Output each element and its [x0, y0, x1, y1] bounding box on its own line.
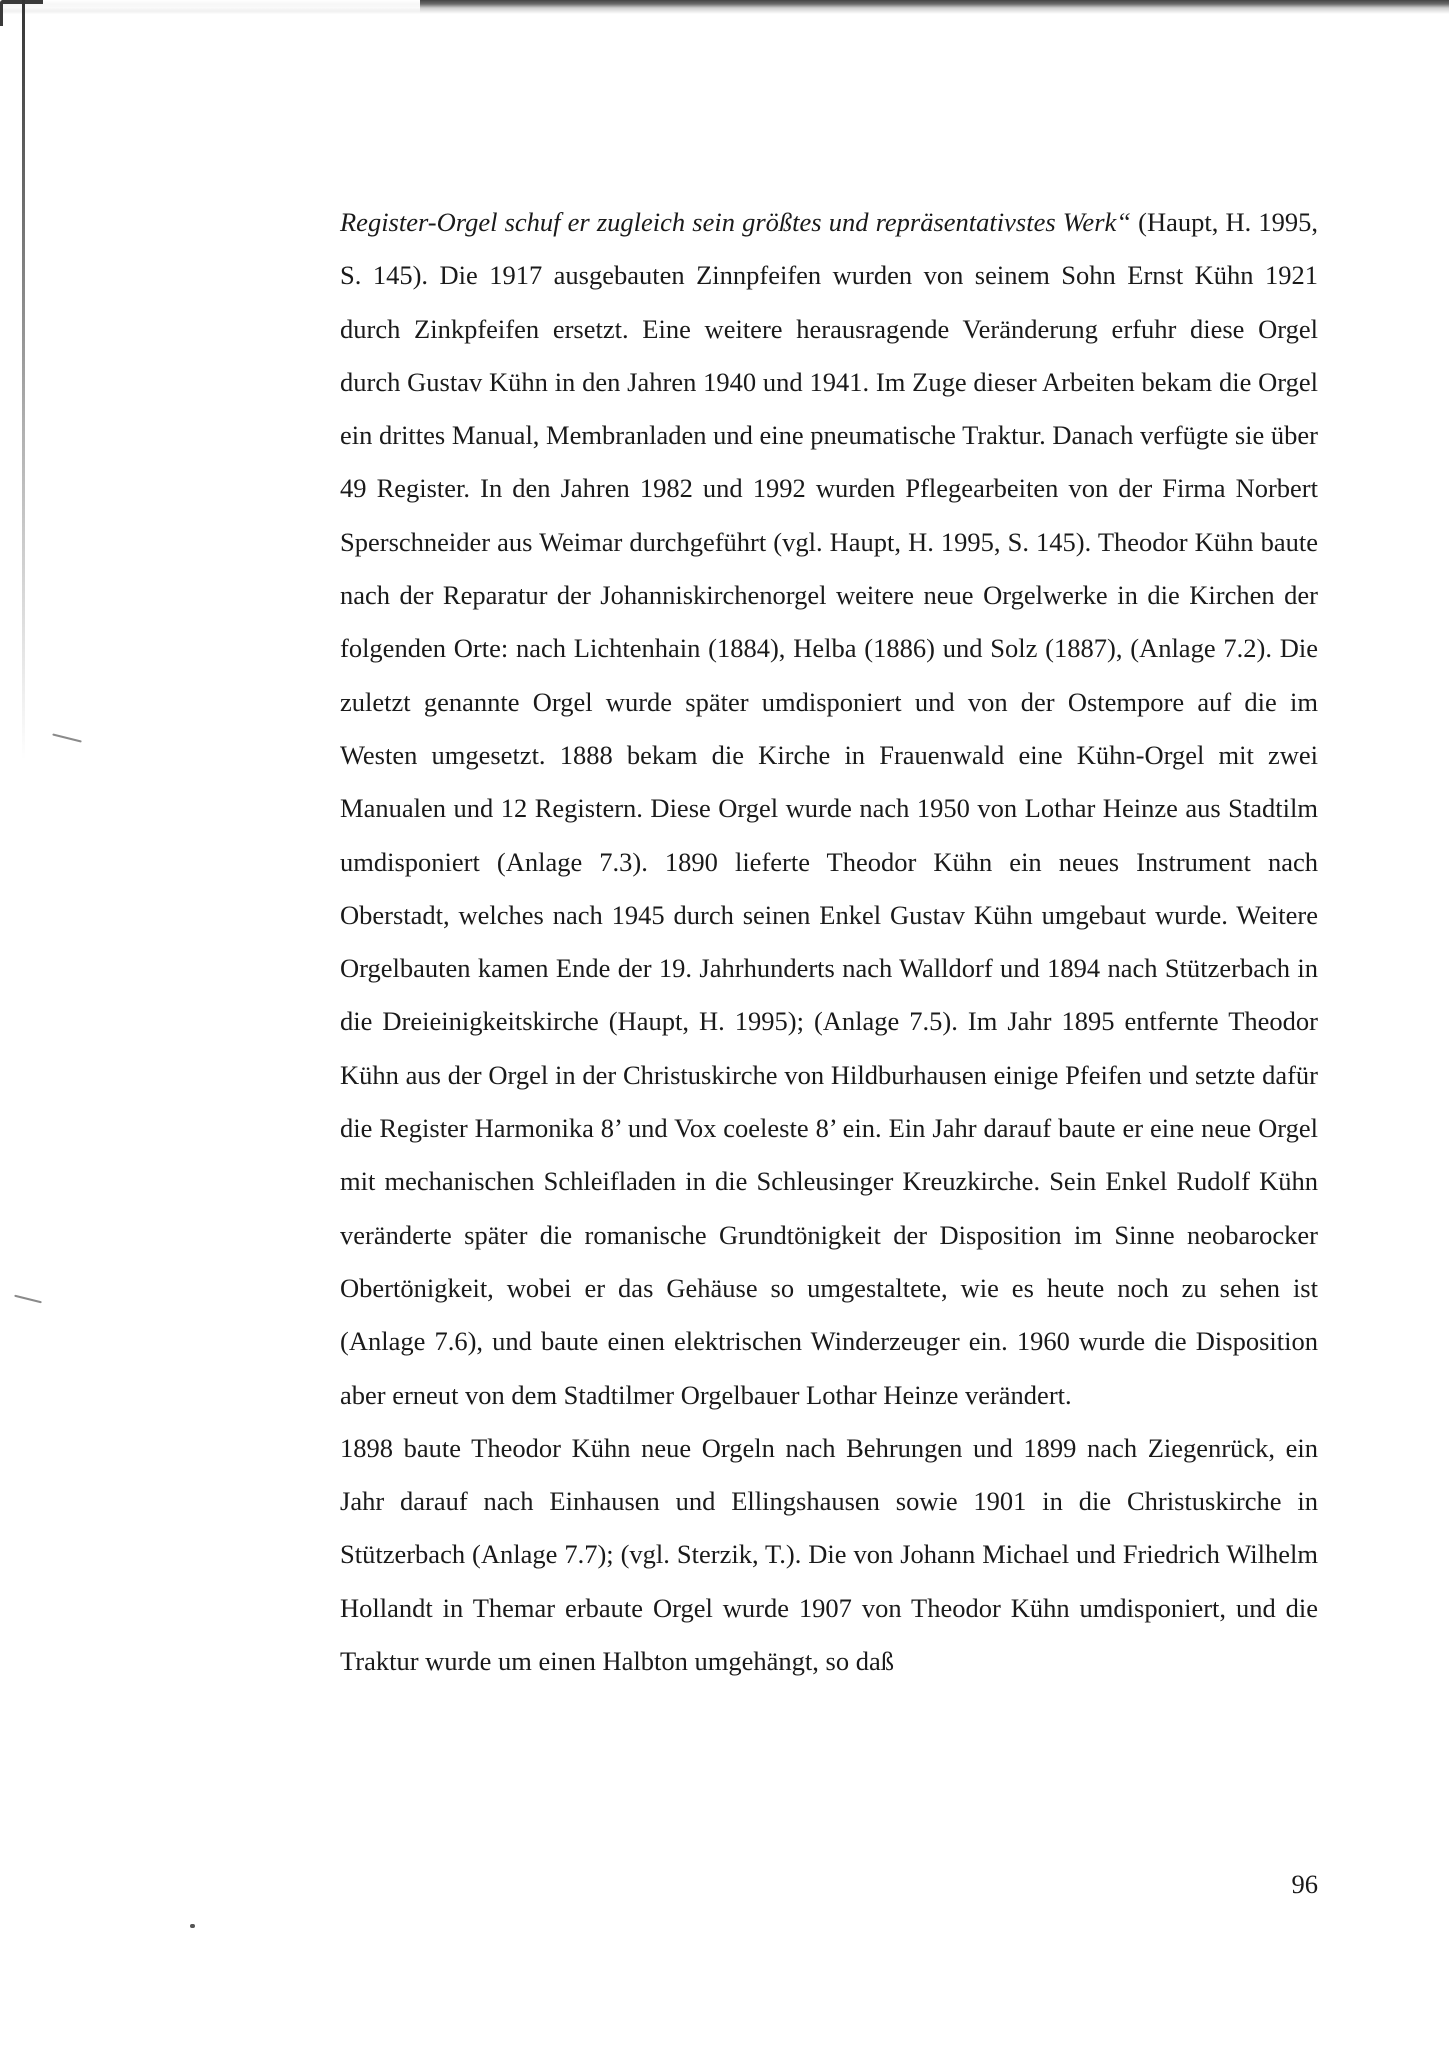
paragraph-2-text: 1898 baute Theodor Kühn neue Orgeln nach Behrungen und 1899 nach Ziegenrück, ein Jahr darauf nach Einhausen und Ellingshausen sowie 1901 in die Christuskirche in Stützerbach (Anlage 7.7); (vgl. Sterzik, T.). Die von Johann Michael und Friedrich Wilhelm Hollandt in Themar erbaute Orgel wurde 1907 von Theodor Kühn umdisponiert, und die Traktur wurde um einen Halbton umgehängt, so daß: [340, 1432, 1318, 1677]
scan-speck: [190, 1924, 195, 1928]
scan-speck: [52, 733, 82, 742]
paragraph-1: [340, 196, 1318, 1422]
body-text: [340, 196, 1318, 1688]
paragraph-1-text: (Haupt, H. 1995, S. 145). Die 1917 ausgebauten Zinnpfeifen wurden von seinem Sohn Ernst Kühn 1921 durch Zinkpfeifen ersetzt. Eine weitere herausragende Veränderung erfuhr diese Orgel durch Gustav Kühn in den Jahren 1940 und 1941. Im Zuge dieser Arbeiten bekam die Orgel ein drittes Manual, Membranladen und eine pneumatische Traktur. Danach verfügte sie über 49 Register. In den Jahren 1982 und 1992 wurden Pflegearbeiten von der Firma Norbert Sperschneider aus Weimar durchgeführt (vgl. Haupt, H. 1995, S. 145). Theodor Kühn baute nach der Reparatur der Johanniskirchenorgel weitere neue Orgelwerke in die Kirchen der folgenden Orte: nach Lichtenhain (1884), Helba (1886) und Solz (1887), (Anlage 7.2). Die zuletzt genannte Orgel wurde später umdisponiert und von der Ostempore auf die im Westen umgesetzt. 1888 bekam die Kirche in Frauenwald eine Kühn-Orgel mit zwei Manualen und 12 Registern. Diese Orgel wurde nach 1950 von Lothar Heinze aus Stadtilm umdisponiert (Anlage 7.3). 1890 lieferte Theodor Kühn ein neues Instrument nach Oberstadt, welches nach 1945 durch seinen Enkel Gustav Kühn umgebaut wurde. Weitere Orgelbauten kamen Ende der 19. Jahrhunderts nach Walldorf und 1894 nach Stützerbach in die Dreieinigkeitskirche (Haupt, H. 1995); (Anlage 7.5). Im Jahr 1895 entfernte Theodor Kühn aus der Orgel in der Christuskirche von Hildburhausen einige Pfeifen und setzte dafür die Register Harmonika 8’ und Vox coeleste 8’ ein. Ein Jahr darauf baute er eine neue Orgel mit mechanischen Schleifladen in die Schleusinger Kreuzkirche. Sein Enkel Rudolf Kühn veränderte später die romanische Grundtönigkeit der Disposition im Sinne neobarocker Obertönigkeit, wobei er das Gehäuse so umgestaltete, wie es heute noch zu sehen ist (Anlage 7.6), und baute einen elektrischen Winderzeuger ein. 1960 wurde die Disposition aber erneut von dem Stadtilmer Orgelbauer Lothar Heinze verändert.: [340, 207, 1319, 1410]
paragraph-2: [340, 1422, 1318, 1688]
scan-speck: [14, 1295, 42, 1304]
paragraph-1-italic-quote: Register-Orgel schuf er zugleich sein größtes und repräsentativstes Werk“: [340, 207, 1132, 237]
scan-left-edge: [22, 0, 25, 760]
scan-top-edge: [0, 0, 1449, 14]
page-number: 96: [1291, 1869, 1318, 1899]
